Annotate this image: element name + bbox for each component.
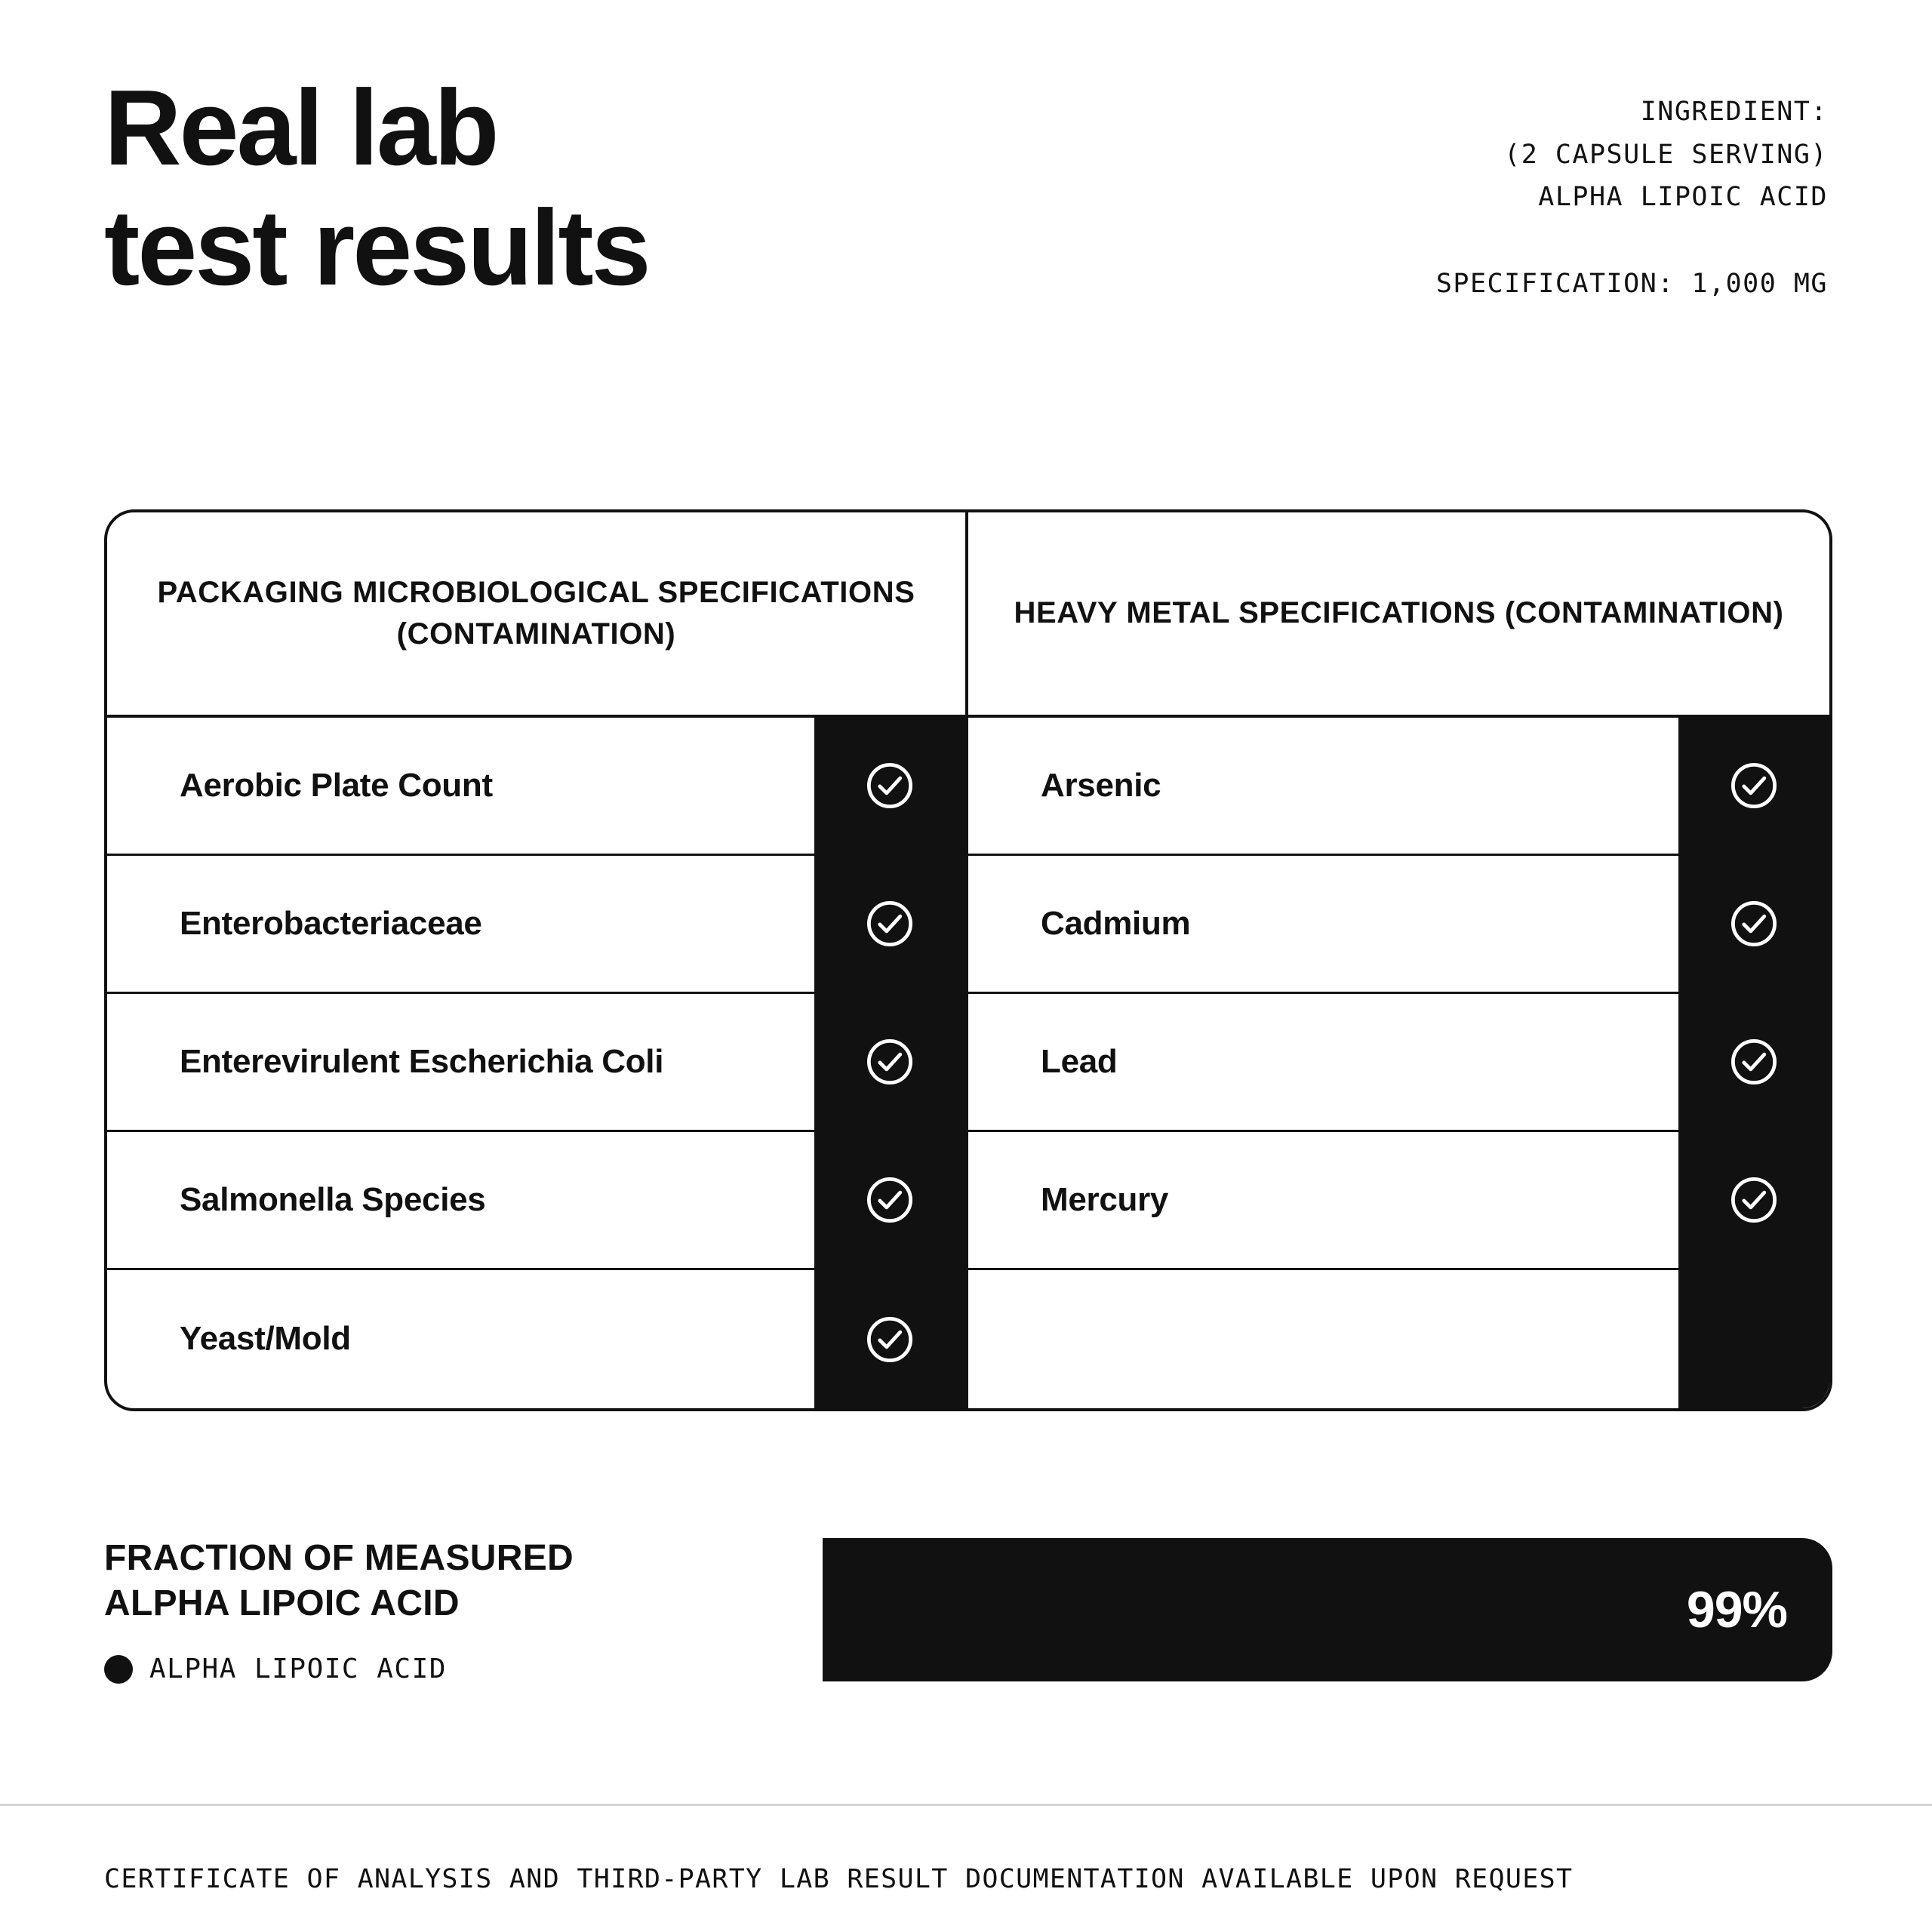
heavy-metal-rows [968,718,1829,1408]
status-badge [1678,856,1829,992]
page-title-line-2: test results [104,188,649,309]
microbiological-column-title: PACKAGING MICROBIOLOGICAL SPECIFICATIONS (CONTAMINATION) [157,575,915,651]
check-circle-icon [863,1035,917,1089]
heavy-metal-column-title: HEAVY METAL SPECIFICATIONS (CONTAMINATION) [1014,596,1784,630]
heavy-metal-column-header [968,512,1829,718]
fraction-title-line-2: ALPHA LIPOIC ACID [104,1583,460,1623]
check-circle-icon [863,897,917,951]
page-header [104,68,1828,385]
page-title-line-1: Real lab [104,68,497,188]
fraction-legend [104,1654,859,1684]
table-row [107,1270,965,1408]
check-circle-icon [1727,1035,1781,1089]
microbiological-rows [107,718,965,1408]
check-circle-icon [1727,758,1781,813]
check-circle-icon [1727,1173,1781,1227]
table-row [107,1132,965,1270]
row-label: Lead [1041,1042,1118,1080]
row-label: Arsenic [1041,766,1161,804]
status-badge [814,1270,965,1408]
row-label [968,1270,1678,1408]
ingredient-specification: SPECIFICATION: 1,000 MG [1435,269,1828,300]
status-badge [814,856,965,992]
table-row [968,856,1829,994]
table-row-empty [968,1270,1829,1408]
row-label: Enterobacteriaceae [180,904,482,942]
check-circle-icon [863,1173,917,1227]
heavy-metal-column [968,512,1829,1408]
table-row [968,994,1829,1132]
row-label: Enterevirulent Escherichia Coli [180,1042,664,1080]
check-circle-icon [1727,897,1781,951]
fraction-bar-wrap [823,1538,1832,1681]
status-badge [814,1132,965,1268]
footer-note: CERTIFICATE OF ANALYSIS AND THIRD-PARTY LAB RESULT DOCUMENTATION AVAILABLE UPON REQUEST [104,1864,1574,1894]
specifications-panel [104,509,1832,1411]
row-label: Aerobic Plate Count [180,766,493,804]
row-label: Yeast/Mold [180,1320,351,1358]
ingredient-serving: (2 CAPSULE SERVING) [1504,139,1828,170]
status-badge [1678,1132,1829,1268]
row-label: Cadmium [1041,904,1191,942]
row-label: Mercury [1041,1180,1169,1218]
status-badge [814,718,965,854]
check-circle-icon [863,1312,917,1367]
status-badge [1678,718,1829,854]
fraction-title [104,1536,859,1626]
fraction-progress-bar [823,1538,1832,1681]
ingredient-label: INGREDIENT: [1640,97,1828,127]
status-badge-empty [1678,1270,1829,1408]
legend-label: ALPHA LIPOIC ACID [149,1654,447,1684]
table-row [107,856,965,994]
check-circle-icon [863,758,917,813]
microbiological-column-header [107,512,965,718]
page-title [104,68,1085,308]
table-row [107,718,965,856]
row-label: Salmonella Species [180,1180,486,1218]
status-badge [814,994,965,1130]
fraction-value: 99% [1686,1581,1787,1638]
fraction-title-line-1: FRACTION OF MEASURED [104,1538,574,1578]
table-row [968,718,1829,856]
footer-divider [0,1804,1932,1806]
legend-dot-icon [104,1655,133,1684]
status-badge [1678,994,1829,1130]
microbiological-column [107,512,968,1408]
fraction-section [104,1536,859,1684]
ingredient-name: ALPHA LIPOIC ACID [1538,182,1828,213]
table-row [968,1132,1829,1270]
ingredient-meta [1436,91,1828,306]
table-row [107,994,965,1132]
